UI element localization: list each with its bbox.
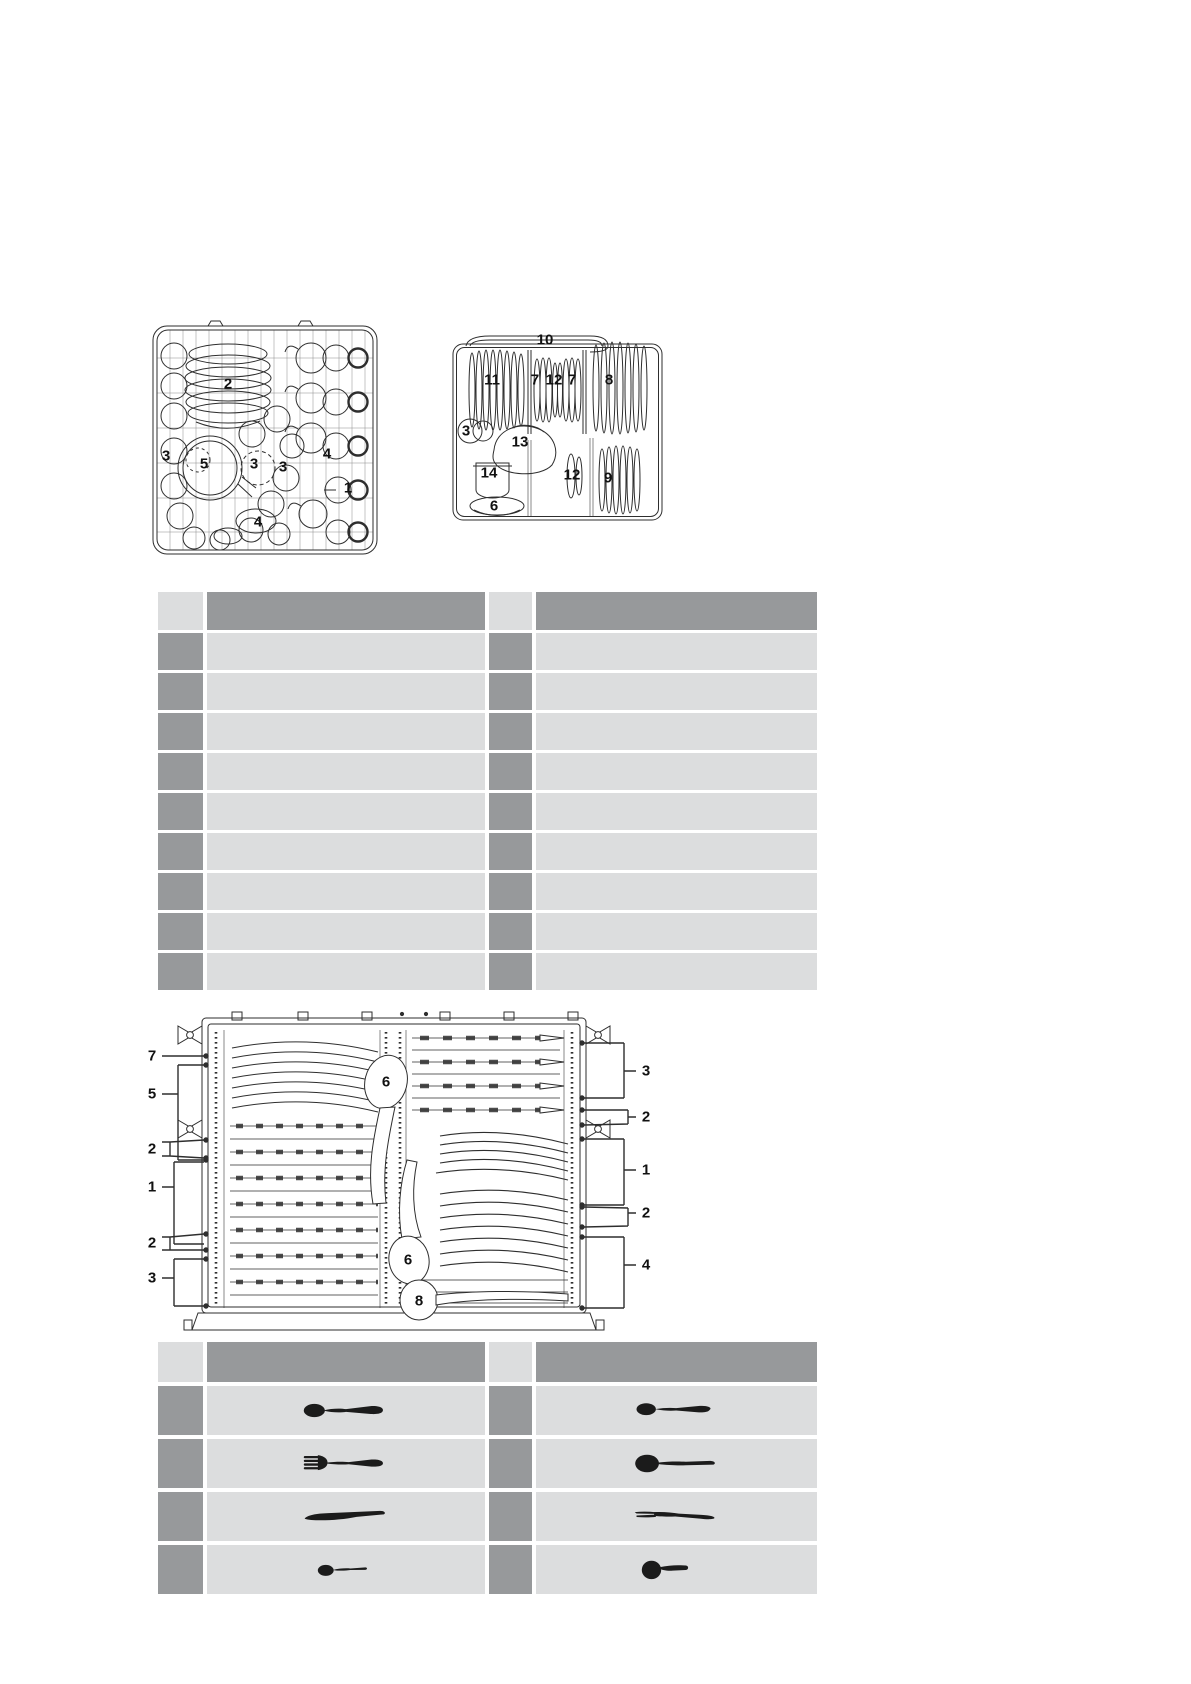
- diagram-number-label: 1: [641, 1161, 651, 1179]
- diagram-number-label: 5: [199, 455, 209, 473]
- diagram-number-label: 5: [147, 1085, 157, 1103]
- diagram-number-label: 4: [253, 513, 263, 531]
- description-cell: [536, 1386, 817, 1435]
- upper-rack-diagram: [450, 330, 665, 530]
- number-cell: [158, 953, 203, 990]
- lower-rack-illustration: [150, 318, 380, 562]
- diagram-number-label: 7: [147, 1047, 157, 1065]
- diagram-number-label: 3: [147, 1269, 157, 1287]
- legend-row: [158, 913, 817, 950]
- diagram-number-label: 12: [545, 371, 563, 389]
- diagram-number-label: 1: [343, 479, 353, 497]
- number-cell: [489, 753, 532, 790]
- number-cell: [158, 1439, 203, 1488]
- description-cell: [207, 1545, 485, 1594]
- legend-row: [158, 1439, 817, 1488]
- number-cell: [158, 873, 203, 910]
- serving-spoon-icon: [633, 1452, 721, 1475]
- number-cell: [158, 833, 203, 870]
- cutlery-tray-diagram: [140, 1008, 660, 1343]
- diagram-number-label: 3: [461, 422, 471, 440]
- tablespoon-icon: [302, 1399, 390, 1422]
- diagram-number-label: 8: [414, 1292, 424, 1310]
- number-cell: [489, 1439, 532, 1488]
- legend-row: [158, 1492, 817, 1541]
- diagram-number-label: 7: [530, 371, 540, 389]
- diagram-number-label: 6: [381, 1073, 391, 1091]
- description-cell: [536, 1545, 817, 1594]
- number-cell: [158, 713, 203, 750]
- diagram-number-label: 12: [563, 466, 581, 484]
- description-cell: [207, 833, 485, 870]
- description-cell: [536, 753, 817, 790]
- knife-icon: [302, 1505, 390, 1528]
- description-cell: [207, 913, 485, 950]
- description-cell: [536, 1439, 817, 1488]
- description-cell: [207, 1492, 485, 1541]
- header-number-cell: [489, 1342, 532, 1382]
- number-cell: [489, 673, 532, 710]
- description-cell: [207, 673, 485, 710]
- number-cell: [158, 753, 203, 790]
- description-cell: [207, 953, 485, 990]
- diagram-number-label: 1: [147, 1178, 157, 1196]
- diagram-number-label: 6: [403, 1251, 413, 1269]
- legend-row: [158, 713, 817, 750]
- description-cell: [536, 793, 817, 830]
- number-cell: [489, 1492, 532, 1541]
- header-number-cell: [158, 592, 203, 630]
- upper-rack-illustration: [450, 330, 665, 530]
- description-cell: [207, 713, 485, 750]
- diagram-number-label: 4: [641, 1256, 651, 1274]
- description-cell: [536, 713, 817, 750]
- number-cell: [489, 1545, 532, 1594]
- number-cell: [489, 833, 532, 870]
- description-cell: [536, 1492, 817, 1541]
- header-number-cell: [158, 1342, 203, 1382]
- number-cell: [489, 913, 532, 950]
- number-cell: [158, 1492, 203, 1541]
- serving-fork-icon: [633, 1505, 721, 1528]
- header-description-cell: [536, 1342, 817, 1382]
- diagram-number-label: 2: [147, 1140, 157, 1158]
- legend-row: [158, 793, 817, 830]
- diagram-number-label: 3: [641, 1062, 651, 1080]
- description-cell: [207, 633, 485, 670]
- ladle-icon: [633, 1558, 721, 1581]
- diagram-number-label: 3: [161, 447, 171, 465]
- legend-row: [158, 673, 817, 710]
- description-cell: [536, 913, 817, 950]
- legend-row: [158, 1545, 817, 1594]
- number-cell: [158, 913, 203, 950]
- dessert-spoon-icon: [633, 1399, 721, 1422]
- lower-rack-diagram: [150, 318, 380, 562]
- description-cell: [536, 833, 817, 870]
- legend-row: [158, 1386, 817, 1435]
- legend-row: [158, 953, 817, 990]
- description-cell: [536, 953, 817, 990]
- number-cell: [158, 793, 203, 830]
- number-cell: [158, 1386, 203, 1435]
- number-cell: [489, 633, 532, 670]
- legend-header-row: [158, 592, 817, 630]
- number-cell: [489, 793, 532, 830]
- cutlery-items-legend-table: [158, 1342, 817, 1594]
- diagram-number-label: 9: [603, 469, 613, 487]
- diagram-number-label: 8: [604, 371, 614, 389]
- description-cell: [207, 1439, 485, 1488]
- diagram-number-label: 4: [322, 445, 332, 463]
- diagram-number-label: 7: [567, 371, 577, 389]
- number-cell: [489, 873, 532, 910]
- description-cell: [536, 633, 817, 670]
- diagram-number-label: 11: [484, 371, 500, 389]
- legend-row: [158, 833, 817, 870]
- description-cell: [207, 1386, 485, 1435]
- diagram-number-label: 14: [480, 464, 498, 482]
- diagram-number-label: 2: [641, 1108, 651, 1126]
- header-description-cell: [536, 592, 817, 630]
- description-cell: [536, 873, 817, 910]
- description-cell: [207, 753, 485, 790]
- diagram-number-label: 2: [641, 1204, 651, 1222]
- legend-header-row: [158, 1342, 817, 1382]
- number-cell: [489, 1386, 532, 1435]
- number-cell: [489, 953, 532, 990]
- diagram-number-label: 3: [249, 455, 259, 473]
- diagram-number-label: 6: [489, 497, 499, 515]
- diagram-number-label: 3: [278, 458, 288, 476]
- rack-items-legend-table: [158, 592, 817, 990]
- number-cell: [158, 633, 203, 670]
- fork-icon: [302, 1452, 390, 1475]
- description-cell: [536, 673, 817, 710]
- diagram-number-label: 2: [147, 1234, 157, 1252]
- cutlery-tray-illustration: [140, 1008, 660, 1343]
- diagram-number-label: 2: [223, 375, 233, 393]
- teaspoon-icon: [302, 1558, 390, 1581]
- header-description-cell: [207, 592, 485, 630]
- number-cell: [158, 1545, 203, 1594]
- legend-row: [158, 753, 817, 790]
- legend-row: [158, 873, 817, 910]
- header-number-cell: [489, 592, 532, 630]
- description-cell: [207, 873, 485, 910]
- diagram-number-label: 13: [511, 433, 529, 451]
- diagram-number-label: 10: [536, 331, 554, 349]
- number-cell: [489, 713, 532, 750]
- header-description-cell: [207, 1342, 485, 1382]
- legend-row: [158, 633, 817, 670]
- number-cell: [158, 673, 203, 710]
- description-cell: [207, 793, 485, 830]
